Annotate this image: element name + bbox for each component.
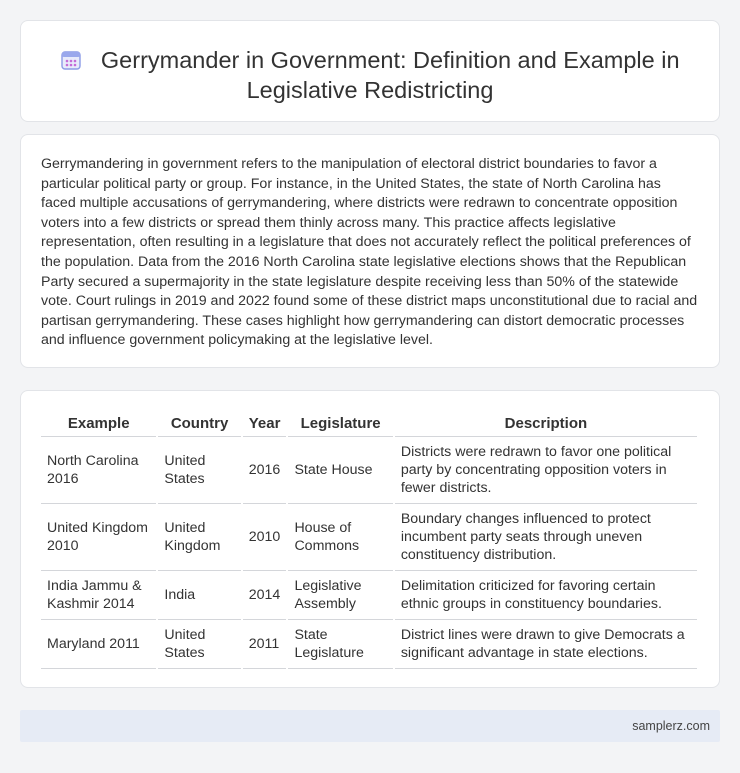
table-row (41, 571, 697, 620)
table-header-row (41, 411, 697, 437)
header-legislature: Legislature (288, 411, 392, 437)
examples-table (39, 411, 699, 669)
table-row (41, 437, 697, 504)
cell-example: India Jammu & Kashmir 2014 (41, 571, 156, 620)
cell-year: 2011 (243, 620, 287, 669)
table-row (41, 620, 697, 669)
cell-legislature: State Legislature (288, 620, 392, 669)
cell-description: Districts were redrawn to favor one political party by concentrating opposition voters in fewer districts. (395, 437, 697, 504)
title-wrap (21, 45, 719, 105)
title-card (20, 20, 720, 122)
cell-description: Delimitation criticized for favoring certain ethnic groups in constituency boundaries. (395, 571, 697, 620)
cell-legislature: State House (288, 437, 392, 504)
cell-country: India (158, 571, 240, 620)
header-country: Country (158, 411, 240, 437)
header-example: Example (41, 411, 156, 437)
cell-legislature: Legislative Assembly (288, 571, 392, 620)
cell-country: United States (158, 620, 240, 669)
header-description: Description (395, 411, 697, 437)
table-row (41, 504, 697, 571)
header-year: Year (243, 411, 287, 437)
cell-year: 2016 (243, 437, 287, 504)
article-card (20, 134, 720, 368)
cell-example: United Kingdom 2010 (41, 504, 156, 571)
calendar-icon (60, 49, 82, 71)
cell-country: United Kingdom (158, 504, 240, 571)
cell-year: 2014 (243, 571, 287, 620)
cell-example: North Carolina 2016 (41, 437, 156, 504)
page-title: Gerrymander in Government: Definition and Example in Legislative Redistricting (100, 47, 680, 103)
cell-description: District lines were drawn to give Democrats a significant advantage in state elections. (395, 620, 697, 669)
footer (20, 710, 720, 742)
footer-site-link[interactable]: samplerz.com (632, 719, 710, 733)
cell-description: Boundary changes influenced to protect incumbent party seats through uneven constituency distribution. (395, 504, 697, 571)
cell-country: United States (158, 437, 240, 504)
table-card (20, 390, 720, 688)
cell-example: Maryland 2011 (41, 620, 156, 669)
cell-legislature: House of Commons (288, 504, 392, 571)
article-paragraph: Gerrymandering in government refers to the manipulation of electoral district boundaries to favor a particular political party or group. For instance, in the United States, the state of North Carolina has faced multiple accusations of gerrymandering, where districts were redrawn to concentrate opposition voters into a few districts or spread them thinly across many. This practice affects legislative representation, often resulting in a legislature that does not accurately reflect the political preferences of the population. Data from the 2016 North Carolina state legislative elections shows that the Republican Party secured a supermajority in the state legislature despite receiving less than 50% of the statewide vote. Court rulings in 2019 and 2022 found some of these district maps unconstitutional due to racial and partisan gerrymandering. These cases highlight how gerrymandering can distort democratic processes and influence government policymaking at the legislative level. (41, 156, 698, 349)
cell-year: 2010 (243, 504, 287, 571)
